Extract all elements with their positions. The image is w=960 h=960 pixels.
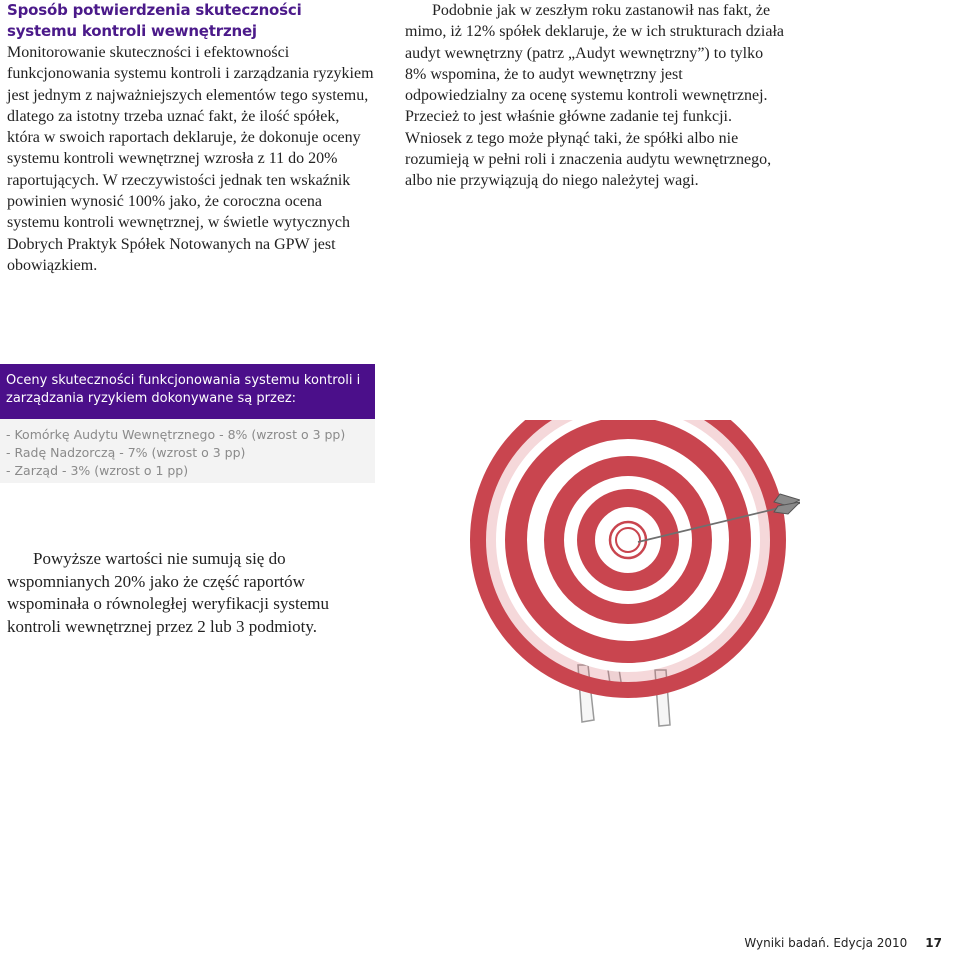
archery-target-with-arrow-icon <box>470 420 800 740</box>
target-rings <box>473 420 783 695</box>
right-paragraph: Podobnie jak w zeszłym roku zastanowił nas fakt, że mimo, iż 12% spółek deklaruje, że w ich strukturach działa audyt wewnętrzny (patrz „Audyt wewnętrzny”) to tylko 8% wspomina, że to audyt wewnętrzny jest odpowiedzialny za ocenę systemu kontroli wewnętrznej. Przecież to jest właśnie główne zadanie tej funkcji. Wniosek z tego może płynąć taki, że spółki albo nie rozumieją w pełni roli i znaczenia audytu wewnętrznego, albo nie przywiązują do niego należytej wagi. <box>405 2 784 190</box>
callout-box-header: Oceny skuteczności funkcjonowania systemu kontroli i zarządzania ryzykiem dokonywane są przez: <box>0 364 375 419</box>
footnote-paragraph <box>7 548 377 638</box>
callout-item: - Komórkę Audytu Wewnętrznego - 8% (wzrost o 3 pp) <box>6 427 346 442</box>
left-paragraph: Monitorowanie skuteczności i efektowności funkcjonowania systemu kontroli i zarządzania ryzykiem jest jednym z najważniejszych elementów tego systemu, dlatego za istotny trzeba uznać fakt, że ilość spółek, która w swoich raportach deklaruje, że dokonuje oceny systemu kontroli wewnętrznej wzrosła z 11 do 20% raportujących. W rzeczywistości jednak ten wskaźnik powinien wynosić 100% jako, że coroczna ocena systemu kontroli wewnętrznej, w świetle wytycznych Dobrych Praktyk Spółek Notowanych na GPW jest obowiązkiem. <box>7 44 374 274</box>
callout-item: - Zarząd - 3% (wzrost o 1 pp) <box>6 463 189 478</box>
note-text: Powyższe wartości nie sumują się do wspomnianych 20% jako że część raportów wspominała o równoległej weryfikacji systemu kontroli wewnętrznej przez 2 lub 3 podmioty. <box>7 549 329 636</box>
right-column <box>405 0 785 192</box>
callout-box-body <box>0 419 375 483</box>
page-footer <box>744 936 942 950</box>
page-number: 17 <box>925 936 942 950</box>
callout-item: - Radę Nadzorczą - 7% (wzrost o 3 pp) <box>6 445 246 460</box>
publication-title: Wyniki badań. Edycja 2010 <box>744 936 908 950</box>
left-column <box>7 0 375 276</box>
section-heading: Sposób potwierdzenia skuteczności systemu kontroli wewnętrznej <box>7 1 302 40</box>
target-illustration <box>470 420 800 740</box>
